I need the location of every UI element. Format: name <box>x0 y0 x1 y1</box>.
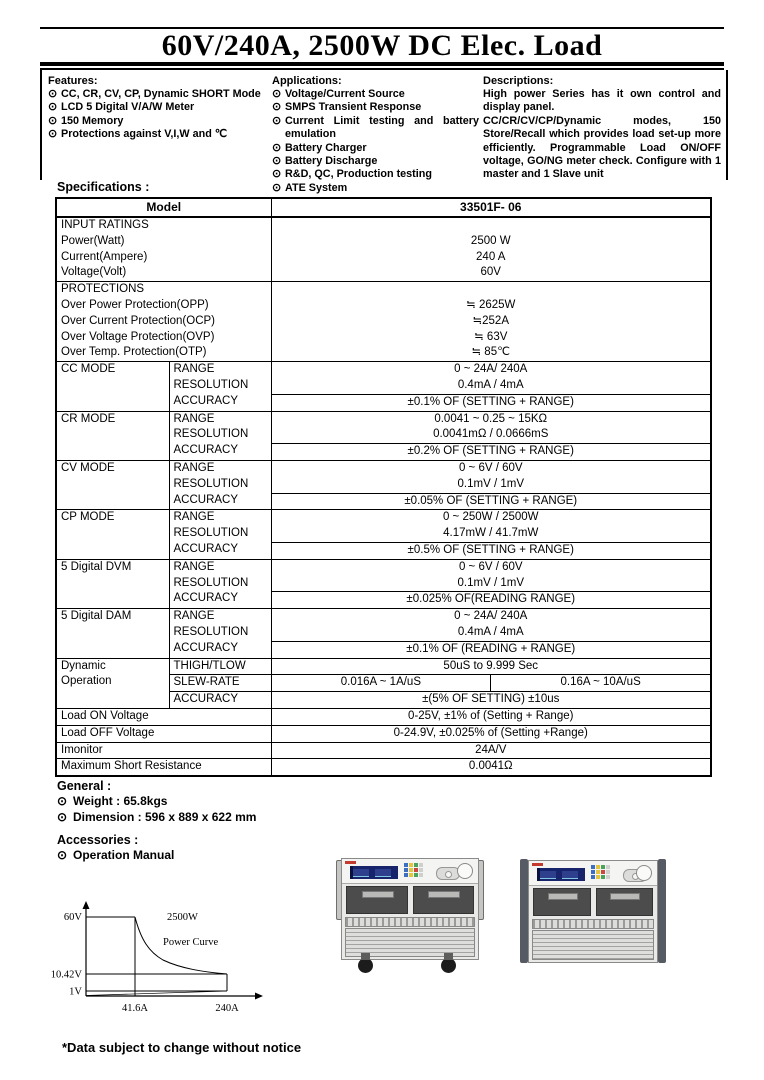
row-label: ACCURACY <box>173 592 239 605</box>
bullet-icon: ⊙ <box>272 181 282 194</box>
section-header: PROTECTIONS <box>61 283 145 296</box>
spec-value: 0.0041 ~ 0.25 ~ 15KΩ <box>434 412 548 425</box>
air-inlet <box>533 888 591 916</box>
bullet-icon: ⊙ <box>57 848 68 862</box>
caster-wheel <box>441 958 456 973</box>
row-label: RANGE <box>173 461 215 474</box>
spec-value: ±(5% OF SETTING) ±10us <box>272 691 711 708</box>
spec-label: Over Temp. Protection(OTP) <box>61 346 207 359</box>
title-rule-thick <box>40 62 724 66</box>
bullet-icon: ⊙ <box>272 114 282 127</box>
spec-value: 0.4mA / 4mA <box>457 625 524 638</box>
spec-value: 4.17mW / 41.7mW <box>443 527 539 540</box>
air-inlet-row <box>533 888 653 916</box>
power-curve-chart <box>45 892 295 1027</box>
air-inlet-row <box>346 886 474 914</box>
specifications-table <box>55 197 712 777</box>
specifications-label: Specifications : <box>57 180 150 194</box>
air-inlet <box>596 888 654 916</box>
table-row <box>56 725 711 742</box>
control-panel <box>529 861 657 886</box>
mode-name: CC MODE <box>61 363 116 376</box>
spec-label: Load OFF Voltage <box>56 725 271 742</box>
spec-value: 0 ~ 24A/ 240A <box>454 610 528 623</box>
chassis <box>528 860 658 963</box>
spec-value: 0-25V, ±1% of (Setting + Range) <box>271 708 711 725</box>
spec-value: 60V <box>480 266 501 279</box>
list-item: ⊙ Current Limit testing and battery emulation <box>272 114 479 141</box>
keypad <box>591 865 617 881</box>
row-label: ACCURACY <box>173 542 239 555</box>
list-item: ⊙ Operation Manual <box>57 848 175 862</box>
row-label: RESOLUTION <box>173 477 249 490</box>
spec-value: 0.0041mΩ / 0.0666mS <box>433 428 549 441</box>
connector-strip <box>345 917 475 927</box>
spec-value: ±0.5% OF (SETTING + RANGE) <box>272 542 711 559</box>
brand-logo <box>345 861 356 864</box>
table-row <box>56 742 711 759</box>
protections-block <box>56 282 711 362</box>
bullet-icon: ⊙ <box>272 141 282 154</box>
section-header: INPUT RATINGS <box>61 219 149 231</box>
mode-name: Operation <box>61 675 112 688</box>
mode-name: 5 Digital DVM <box>61 560 132 573</box>
bullet-icon: ⊙ <box>48 128 58 141</box>
row-label: ACCURACY <box>173 394 239 407</box>
features-label: Features: <box>48 75 98 87</box>
general-label: General : <box>57 779 112 793</box>
spec-value: ±0.05% OF (SETTING + RANGE) <box>272 493 711 510</box>
spec-value: ±0.025% OF(READING RANGE) <box>272 591 711 608</box>
power-curve-lines <box>86 917 227 996</box>
air-inlet <box>346 886 408 914</box>
spec-value: ±0.1% OF (READING + RANGE) <box>272 641 711 658</box>
spec-value: 2500 W <box>470 234 511 247</box>
power-annotation: 2500W <box>167 912 198 923</box>
list-item: ⊙ 150 Memory <box>48 114 124 127</box>
descriptions-label: Descriptions: <box>483 75 554 87</box>
rotary-knob <box>636 865 652 881</box>
general-section <box>57 779 256 825</box>
spec-value: ≒ 85℃ <box>471 346 511 359</box>
mode-block-cc <box>56 362 711 411</box>
x-tick-label: 41.6A <box>122 1003 148 1014</box>
model-row <box>56 198 711 217</box>
ventilation-slats <box>532 930 654 960</box>
y-tick-label: 10.42V <box>50 969 82 981</box>
mode-block-dvm <box>56 559 711 608</box>
applications-column <box>272 74 479 195</box>
spec-value: 0.0041Ω <box>271 759 711 776</box>
bullet-icon: ⊙ <box>272 101 282 114</box>
table-row <box>56 759 711 776</box>
spec-value: ≒252A <box>472 314 509 327</box>
list-item: ⊙ Battery Charger <box>272 141 367 154</box>
bullet-icon: ⊙ <box>48 101 58 114</box>
spec-label: Over Power Protection(OPP) <box>61 298 209 311</box>
row-label: RESOLUTION <box>173 625 249 638</box>
model-value: 33501F- 06 <box>271 198 711 217</box>
spec-value: 0 ~ 6V / 60V <box>458 461 523 474</box>
mode-name: Dynamic <box>61 659 106 672</box>
rotary-knob <box>457 863 473 879</box>
list-item: ⊙ R&D, QC, Production testing <box>272 168 432 181</box>
row-label: RESOLUTION <box>173 378 249 391</box>
list-item: ⊙ SMPS Transient Response <box>272 101 422 114</box>
mode-block-cv <box>56 460 711 509</box>
row-label: ACCURACY <box>173 493 239 506</box>
x-tick-label: 240A <box>215 1003 239 1014</box>
spec-value: 0 ~ 250W / 2500W <box>442 511 539 524</box>
spec-value: 0 ~ 6V / 60V <box>458 560 523 573</box>
dynamic-operation-block <box>56 658 711 708</box>
row-label: RESOLUTION <box>173 428 249 441</box>
spec-value <box>272 282 711 298</box>
product-photo-slave-unit <box>520 859 666 966</box>
list-item: ⊙ CC, CR, CV, CP, Dynamic SHORT Mode <box>48 88 261 100</box>
list-item: ⊙ Protections against V,I,W and ℃ <box>48 128 227 141</box>
mode-block-cr <box>56 411 711 460</box>
page-title: 60V/240A, 2500W DC Elec. Load <box>161 29 603 62</box>
spec-label: Maximum Short Resistance <box>56 759 271 776</box>
table-row <box>56 708 711 725</box>
list-item: ⊙ Weight : 65.8kgs <box>57 794 168 808</box>
row-label: RANGE <box>173 511 215 524</box>
spec-value: 0.16A ~ 10A/uS <box>490 675 710 691</box>
accessories-label: Accessories : <box>57 833 139 847</box>
curve-title: Power Curve <box>163 937 219 948</box>
y-tick-label: 1V <box>69 986 82 998</box>
row-label: RESOLUTION <box>173 576 249 589</box>
bullet-icon: ⊙ <box>48 88 58 100</box>
mode-block-dam <box>56 609 711 658</box>
display-segment <box>540 871 556 879</box>
bullet-icon: ⊙ <box>272 88 282 100</box>
spec-value: ±0.2% OF (SETTING + RANGE) <box>272 443 711 460</box>
spec-label: Current(Ampere) <box>61 250 148 263</box>
mode-name: CP MODE <box>61 511 115 524</box>
mode-block-cp <box>56 510 711 559</box>
spec-value: ≒ 2625W <box>466 298 516 311</box>
spec-label: Over Voltage Protection(OVP) <box>61 330 215 343</box>
spec-value: 50uS to 9.999 Sec <box>443 659 539 672</box>
keypad <box>404 863 430 879</box>
spec-value: 0.4mA / 4mA <box>457 378 524 391</box>
bullet-icon: ⊙ <box>272 155 282 168</box>
display-segment <box>353 869 369 877</box>
spec-value: ≒ 63V <box>474 330 508 343</box>
chassis <box>341 858 479 960</box>
bullet-icon: ⊙ <box>48 114 58 127</box>
row-label: THIGH/TLOW <box>173 659 246 672</box>
features-column <box>48 74 264 142</box>
row-label: RANGE <box>173 363 215 376</box>
spec-value: 0.1mV / 1mV <box>457 477 524 490</box>
rack-rail <box>520 859 528 963</box>
y-axis-arrow-icon <box>83 901 90 909</box>
display-segment <box>375 869 391 877</box>
mode-name: CR MODE <box>61 412 116 425</box>
spec-label: Load ON Voltage <box>56 708 271 725</box>
mode-name: CV MODE <box>61 461 115 474</box>
list-item: ⊙ Battery Discharge <box>272 155 378 168</box>
spec-value: 24A/V <box>271 742 711 759</box>
bullet-icon: ⊙ <box>57 794 68 808</box>
min-voltage-diagonal <box>86 991 227 996</box>
spec-value: 240 A <box>476 250 506 263</box>
input-ratings-block <box>56 217 711 282</box>
spec-label: Power(Watt) <box>61 234 125 247</box>
spec-value: 0.1mV / 1mV <box>457 576 524 589</box>
footer-note: *Data subject to change without notice <box>62 1040 302 1055</box>
row-label: RANGE <box>173 610 215 623</box>
row-label: RANGE <box>173 560 215 573</box>
model-label: Model <box>56 198 271 217</box>
brand-logo <box>532 863 543 866</box>
x-axis-arrow-icon <box>255 993 263 1000</box>
mode-name: 5 Digital DAM <box>61 610 132 623</box>
product-photo-master-unit <box>336 858 484 978</box>
control-panel <box>342 859 478 884</box>
spec-value: 0 ~ 24A/ 240A <box>454 363 528 376</box>
caster-wheel <box>358 958 373 973</box>
spec-value: 0-24.9V, ±0.025% of (Setting +Range) <box>271 725 711 742</box>
row-label: ACCURACY <box>173 444 239 457</box>
row-label: RESOLUTION <box>173 527 249 540</box>
list-item: ⊙ LCD 5 Digital V/A/W Meter <box>48 101 195 114</box>
list-item: ⊙ Dimension : 596 x 889 x 622 mm <box>57 810 257 824</box>
accessories-section <box>57 833 174 863</box>
row-label: SLEW-RATE <box>170 674 271 691</box>
connector-strip <box>532 919 654 929</box>
row-label: ACCURACY <box>173 641 239 654</box>
list-item: ⊙ ATE System <box>272 181 348 194</box>
bullet-icon: ⊙ <box>57 810 68 824</box>
row-label: RANGE <box>173 412 215 425</box>
list-item: ⊙ Voltage/Current Source <box>272 88 405 100</box>
descriptions-paragraph: CC/CR/CV/CP/Dynamic modes, 150 Store/Recall which provides load set-up more efficiently. Programmable Load ON/OFF voltage, GO/NG meter check. Configure with 1 master and 1 Slave unit <box>483 114 721 181</box>
row-label: ACCURACY <box>170 691 271 708</box>
rack-rail <box>658 859 666 963</box>
spec-value: 0.016A ~ 1A/uS <box>340 676 421 689</box>
spec-label: Over Current Protection(OCP) <box>61 314 216 327</box>
spec-value <box>272 218 711 234</box>
spec-label: Voltage(Volt) <box>61 266 127 279</box>
lcd-display <box>537 868 585 881</box>
air-inlet <box>413 886 475 914</box>
y-tick-label: 60V <box>63 912 82 923</box>
spec-value: ±0.1% OF (SETTING + RANGE) <box>272 394 711 411</box>
slew-rate-values <box>272 674 711 691</box>
bullet-icon: ⊙ <box>272 168 282 181</box>
display-segment <box>562 871 578 879</box>
descriptions-column <box>483 74 721 182</box>
applications-label: Applications: <box>272 75 342 87</box>
spec-label: Imonitor <box>56 742 271 759</box>
lcd-display <box>350 866 398 879</box>
descriptions-paragraph: High power Series has it own control and display panel. <box>483 88 721 114</box>
